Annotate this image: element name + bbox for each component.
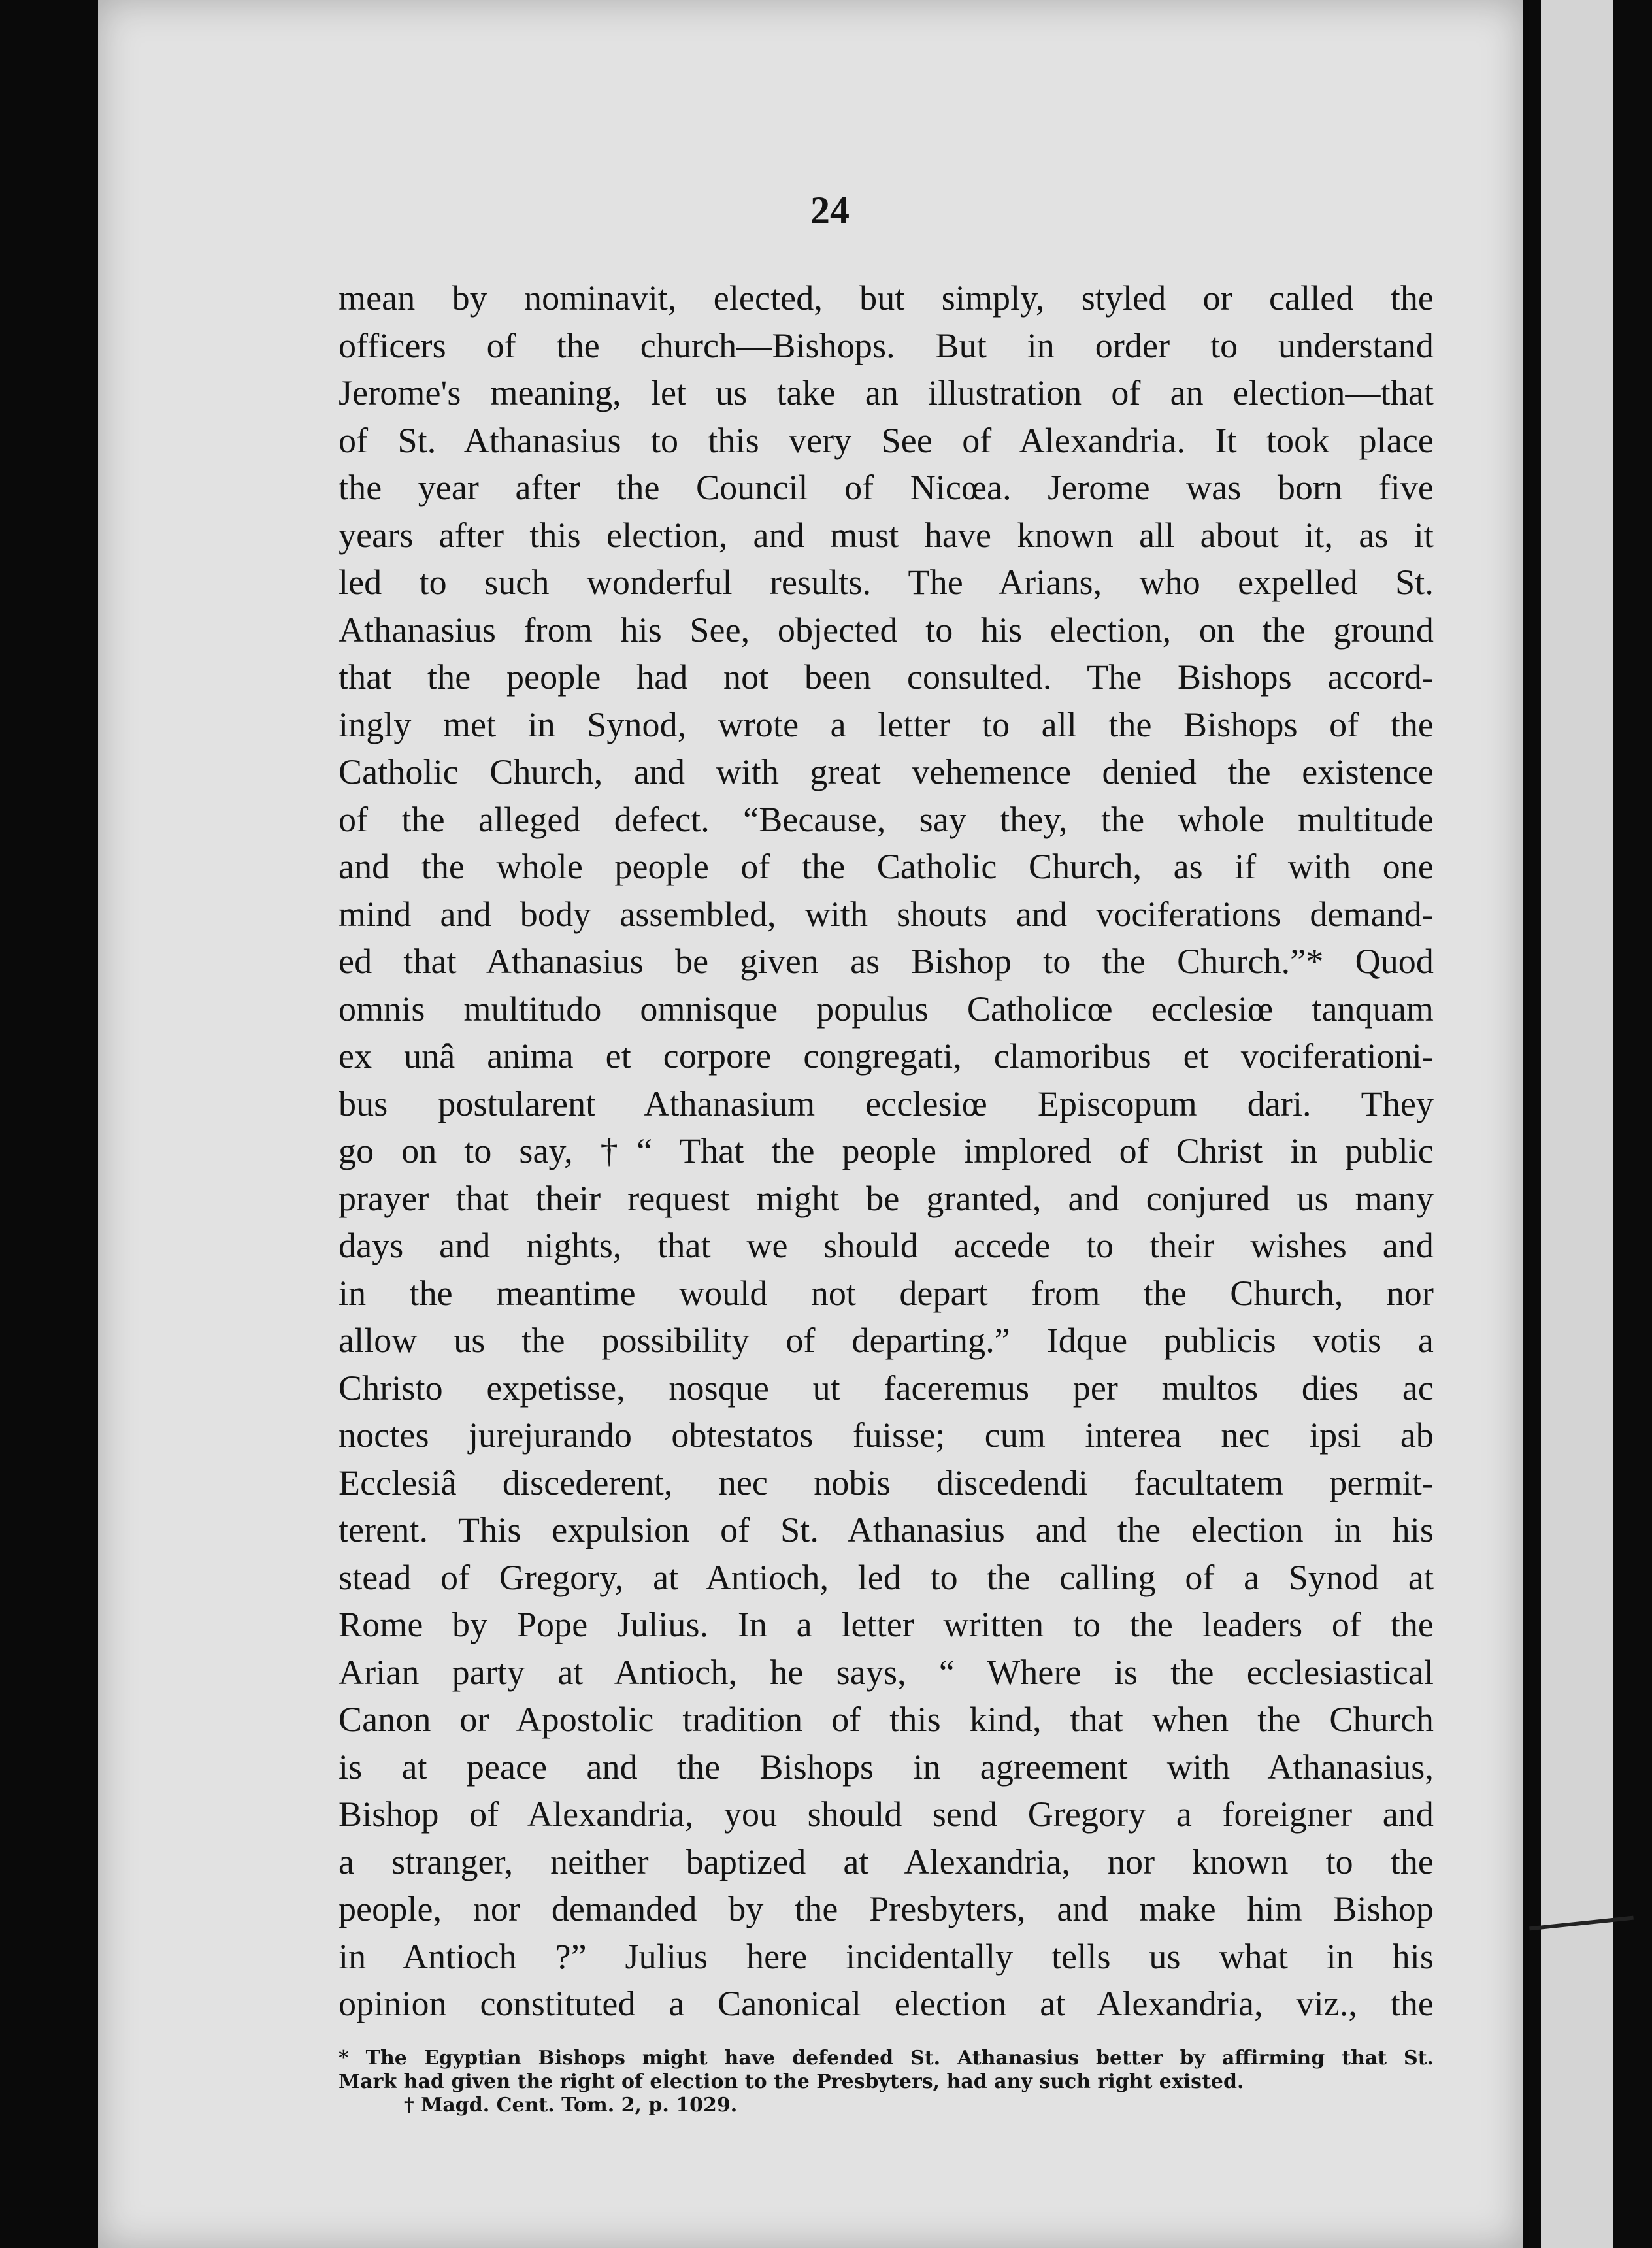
footnote-line: Mark had given the right of election to the Presbyters, had any such right existed.: [339, 2070, 1244, 2093]
text-line: people, nor demanded by the Presbyters, and make him Bishop: [339, 1889, 1434, 1928]
book-page: [98, 0, 1523, 2248]
text-line: terent. This expulsion of St. Athanasius and the election in his: [339, 1510, 1434, 1549]
text-line: officers of the church—Bishops. But in order to understand: [339, 325, 1434, 365]
text-line: Catholic Church, and with great vehemence denied the existence: [339, 752, 1434, 791]
adjacent-page-edge: [1529, 0, 1652, 2248]
page-number: 24: [810, 189, 850, 232]
text-line: that the people had not been consulted. The Bishops accord-: [339, 657, 1434, 697]
adjacent-page-sheet: [1541, 0, 1613, 2248]
text-line: in the meantime would not depart from the Church, nor: [339, 1273, 1434, 1313]
text-line: Canon or Apostolic tradition of this kind, that when the Church: [339, 1700, 1434, 1739]
text-line: led to such wonderful results. The Arians, who expelled St.: [339, 563, 1434, 602]
footnote-line: * The Egyptian Bishops might have defended St. Athanasius better by affirming that St.: [339, 2047, 1434, 2070]
text-line: opinion constituted a Canonical election at Alexandria, viz., the: [339, 1984, 1434, 2023]
text-line: Athanasius from his See, objected to his election, on the ground: [339, 610, 1434, 650]
text-line: Ecclesiâ discederent, nec nobis discedendi facultatem permit-: [339, 1463, 1434, 1502]
text-line: days and nights, that we should accede to their wishes and: [339, 1226, 1434, 1265]
text-line: ed that Athanasius be given as Bishop to the Church.”* Quod: [339, 942, 1434, 981]
text-line: noctes jurejurando obtestatos fuisse; cum interea nec ipsi ab: [339, 1415, 1434, 1455]
text-line: years after this election, and must have known all about it, as it: [339, 515, 1434, 555]
footnote-line: † Magd. Cent. Tom. 2, p. 1029.: [404, 2094, 738, 2117]
text-line: ex unâ anima et corpore congregati, clamoribus et vociferationi-: [339, 1036, 1434, 1076]
text-line: Christo expetisse, nosque ut faceremus per multos dies ac: [339, 1368, 1434, 1408]
text-line: mind and body assembled, with shouts and vociferations demand-: [339, 894, 1434, 934]
text-line: go on to say, †“ That the people implored of Christ in public: [339, 1131, 1434, 1170]
text-line: prayer that their request might be granted, and conjured us many: [339, 1178, 1434, 1218]
text-line: stead of Gregory, at Antioch, led to the calling of a Synod at: [339, 1557, 1434, 1597]
body-text: [339, 274, 1434, 2028]
text-line: ingly met in Synod, wrote a letter to all the Bishops of the: [339, 704, 1434, 744]
text-line: Arian party at Antioch, he says, “ Where is the ecclesiastical: [339, 1652, 1434, 1692]
text-line: Jerome's meaning, let us take an illustration of an election—that: [339, 373, 1434, 412]
text-line: in Antioch ?” Julius here incidentally tells us what in his: [339, 1936, 1434, 1976]
text-line: bus postularent Athanasium ecclesiœ Episcopum dari. They: [339, 1083, 1434, 1123]
footnotes: [339, 2047, 1434, 2117]
text-line: mean by nominavit, elected, but simply, styled or called the: [339, 278, 1434, 318]
text-line: a stranger, neither baptized at Alexandria, nor known to the: [339, 1842, 1434, 1881]
text-line: of St. Athanasius to this very See of Alexandria. It took place: [339, 420, 1434, 460]
text-line: and the whole people of the Catholic Church, as if with one: [339, 847, 1434, 886]
text-line: the year after the Council of Nicœa. Jerome was born five: [339, 468, 1434, 507]
text-line: Bishop of Alexandria, you should send Gregory a foreigner and: [339, 1794, 1434, 1834]
text-line: Rome by Pope Julius. In a letter written to the leaders of the: [339, 1605, 1434, 1644]
text-line: is at peace and the Bishops in agreement with Athanasius,: [339, 1747, 1434, 1787]
text-line: of the alleged defect. “Because, say they, the whole multitude: [339, 799, 1434, 839]
text-line: omnis multitudo omnisque populus Catholicœ ecclesiœ tanquam: [339, 989, 1434, 1029]
text-line: allow us the possibility of departing.” Idque publicis votis a: [339, 1321, 1434, 1360]
